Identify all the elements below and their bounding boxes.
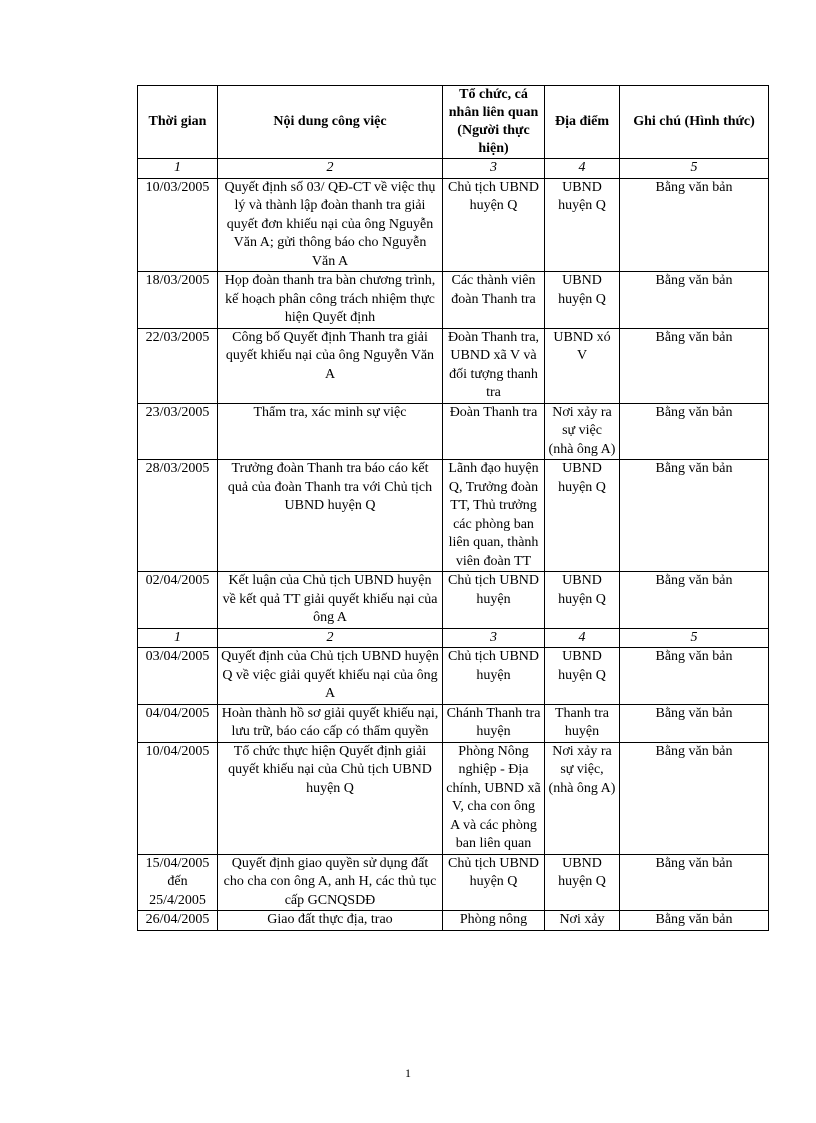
- cell-date: 04/04/2005: [138, 704, 218, 742]
- cell-content: Hoàn thành hồ sơ giải quyết khiếu nại, lưu trữ, báo cáo cấp có thẩm quyền: [218, 704, 443, 742]
- table-row: [138, 911, 769, 931]
- cell-people: Đoàn Thanh tra: [443, 403, 545, 460]
- cell-people: Chủ tịch UBND huyện: [443, 572, 545, 629]
- cell-content: Trưởng đoàn Thanh tra báo cáo kết quả của đoàn Thanh tra với Chủ tịch UBND huyện Q: [218, 460, 443, 572]
- cell-content: Giao đất thực địa, trao: [218, 911, 443, 931]
- cell-people: Chủ tịch UBND huyện: [443, 648, 545, 705]
- header-row: [138, 86, 769, 159]
- table-row: [138, 460, 769, 572]
- column-number: 4: [545, 159, 620, 179]
- cell-content: Quyết định giao quyền sử dụng đất cho cha con ông A, anh H, các thủ tục cấp GCNQSDĐ: [218, 854, 443, 911]
- column-number-row: [138, 628, 769, 648]
- column-number: 5: [620, 628, 769, 648]
- column-number: 4: [545, 628, 620, 648]
- cell-note: Bằng văn bản: [620, 742, 769, 854]
- cell-date: 02/04/2005: [138, 572, 218, 629]
- cell-content: Quyết định của Chủ tịch UBND huyện Q về việc giải quyết khiếu nại của ông A: [218, 648, 443, 705]
- cell-people: Chánh Thanh tra huyện: [443, 704, 545, 742]
- cell-content: Công bố Quyết định Thanh tra giải quyết khiếu nại của ông Nguyễn Văn A: [218, 328, 443, 403]
- header-content: Nội dung công việc: [218, 86, 443, 159]
- cell-place: Nơi xảy ra sự việc, (nhà ông A): [545, 742, 620, 854]
- column-number: 5: [620, 159, 769, 179]
- cell-date: 10/03/2005: [138, 178, 218, 272]
- cell-note: Bằng văn bản: [620, 272, 769, 329]
- table-row: [138, 648, 769, 705]
- cell-place: UBND huyện Q: [545, 460, 620, 572]
- column-number: 3: [443, 628, 545, 648]
- cell-date: 18/03/2005: [138, 272, 218, 329]
- cell-place: UBND huyện Q: [545, 178, 620, 272]
- cell-date: 28/03/2005: [138, 460, 218, 572]
- column-number: 2: [218, 159, 443, 179]
- cell-date: 26/04/2005: [138, 911, 218, 931]
- table-body: [138, 159, 769, 931]
- cell-note: Bằng văn bản: [620, 460, 769, 572]
- cell-note: Bằng văn bản: [620, 648, 769, 705]
- schedule-table: [137, 85, 769, 931]
- column-number: 1: [138, 628, 218, 648]
- cell-note: Bằng văn bản: [620, 572, 769, 629]
- cell-people: Các thành viên đoàn Thanh tra: [443, 272, 545, 329]
- cell-place: UBND huyện Q: [545, 854, 620, 911]
- table-row: [138, 328, 769, 403]
- header-date: Thời gian: [138, 86, 218, 159]
- cell-people: Phòng Nông nghiệp - Địa chính, UBND xã V, cha con ông A và các phòng ban liên quan: [443, 742, 545, 854]
- cell-people: Chủ tịch UBND huyện Q: [443, 854, 545, 911]
- cell-note: Bằng văn bản: [620, 178, 769, 272]
- table-row: [138, 572, 769, 629]
- column-number-row: [138, 159, 769, 179]
- cell-place: Thanh tra huyện: [545, 704, 620, 742]
- cell-date: 23/03/2005: [138, 403, 218, 460]
- cell-note: Bằng văn bản: [620, 854, 769, 911]
- page-number: 1: [405, 1066, 411, 1080]
- cell-note: Bằng văn bản: [620, 911, 769, 931]
- column-number: 1: [138, 159, 218, 179]
- header-note: Ghi chú (Hình thức): [620, 86, 769, 159]
- cell-people: Phòng nông: [443, 911, 545, 931]
- cell-note: Bằng văn bản: [620, 704, 769, 742]
- cell-place: UBND huyện Q: [545, 272, 620, 329]
- table-row: [138, 742, 769, 854]
- cell-place: UBND xó V: [545, 328, 620, 403]
- cell-people: Chủ tịch UBND huyện Q: [443, 178, 545, 272]
- table-row: [138, 403, 769, 460]
- cell-people: Đoàn Thanh tra, UBND xã V và đối tượng thanh tra: [443, 328, 545, 403]
- cell-place: Nơi xảy ra sự việc (nhà ông A): [545, 403, 620, 460]
- column-number: 3: [443, 159, 545, 179]
- cell-note: Bằng văn bản: [620, 328, 769, 403]
- table-row: [138, 178, 769, 272]
- cell-content: Kết luận của Chủ tịch UBND huyện về kết quả TT giải quyết khiếu nại của ông A: [218, 572, 443, 629]
- table-row: [138, 272, 769, 329]
- cell-people: Lãnh đạo huyện Q, Trưởng đoàn TT, Thủ trưởng các phòng ban liên quan, thành viên đoàn TT: [443, 460, 545, 572]
- cell-content: Họp đoàn thanh tra bàn chương trình, kế hoạch phân công trách nhiệm thực hiện Quyết định: [218, 272, 443, 329]
- cell-date: 15/04/2005 đến 25/4/2005: [138, 854, 218, 911]
- cell-place: UBND huyện Q: [545, 648, 620, 705]
- column-number: 2: [218, 628, 443, 648]
- cell-content: Tổ chức thực hiện Quyết định giải quyết khiếu nại của Chủ tịch UBND huyện Q: [218, 742, 443, 854]
- table-row: [138, 854, 769, 911]
- cell-place: UBND huyện Q: [545, 572, 620, 629]
- cell-date: 10/04/2005: [138, 742, 218, 854]
- header-people: Tổ chức, cá nhân liên quan (Người thực hiện): [443, 86, 545, 159]
- cell-content: Quyết định số 03/ QĐ-CT về việc thụ lý và thành lập đoàn thanh tra giải quyết đơn khiếu nại của ông Nguyễn Văn A; gửi thông báo cho Nguyễn Văn A: [218, 178, 443, 272]
- cell-content: Thẩm tra, xác minh sự việc: [218, 403, 443, 460]
- header-place: Địa điểm: [545, 86, 620, 159]
- cell-note: Bằng văn bản: [620, 403, 769, 460]
- cell-date: 22/03/2005: [138, 328, 218, 403]
- table-row: [138, 704, 769, 742]
- cell-date: 03/04/2005: [138, 648, 218, 705]
- cell-place: Nơi xảy: [545, 911, 620, 931]
